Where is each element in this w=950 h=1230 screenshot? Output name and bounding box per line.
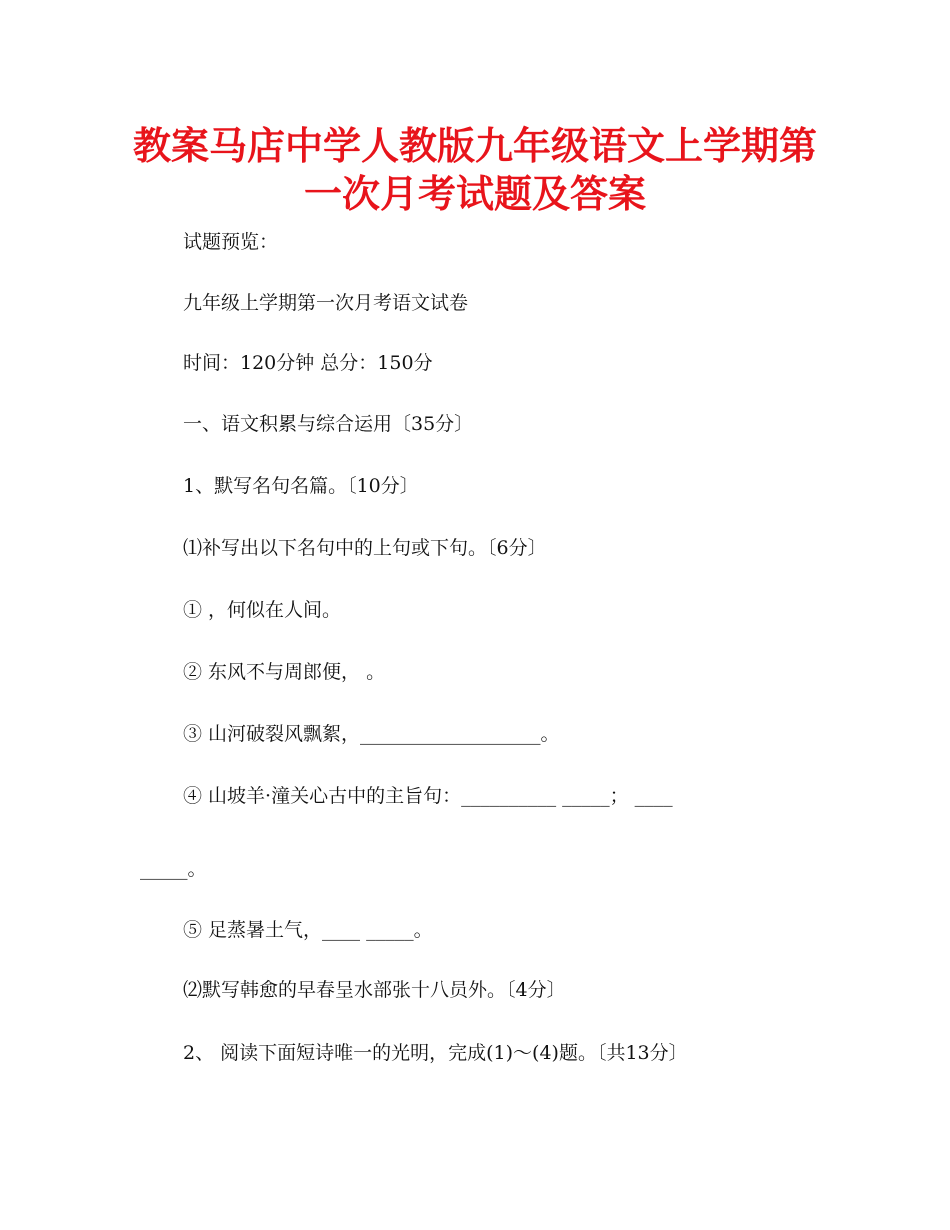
exam-time-score: 时间：120分钟 总分：150分 <box>183 352 433 374</box>
blank-item-4-continued: _____。 <box>140 858 207 880</box>
blank-item-1: ① ，何似在人间。 <box>183 599 342 621</box>
blank-item-2: ② 东风不与周郎便， 。 <box>183 661 386 683</box>
section-heading: 一、语文积累与综合运用〔35分〕 <box>183 413 474 435</box>
question-1: 1、默写名句名篇。〔10分〕 <box>183 475 419 497</box>
preview-label: 试题预览： <box>183 231 279 253</box>
question-1-part-1: ⑴补写出以下名句中的上句或下句。〔6分〕 <box>183 537 547 559</box>
blank-item-4: ④ 山坡羊·潼关心古中的主旨句：__________ _____； ____ <box>183 785 673 807</box>
document-title-line-2: 一次月考试题及答案 <box>303 172 646 216</box>
exam-title: 九年级上学期第一次月考语文试卷 <box>183 292 469 314</box>
question-2: 2、 阅读下面短诗唯一的光明，完成(1)～(4)题。〔共13分〕 <box>183 1042 688 1064</box>
document-title-line-1: 教案马店中学人教版九年级语文上学期第 <box>132 124 817 168</box>
blank-item-5: ⑤ 足蒸暑土气，____ _____。 <box>183 919 433 941</box>
question-1-part-2: ⑵默写韩愈的早春呈水部张十八员外。〔4分〕 <box>183 979 566 1001</box>
blank-item-3: ③ 山河破裂风飘絮，___________________。 <box>183 723 560 745</box>
